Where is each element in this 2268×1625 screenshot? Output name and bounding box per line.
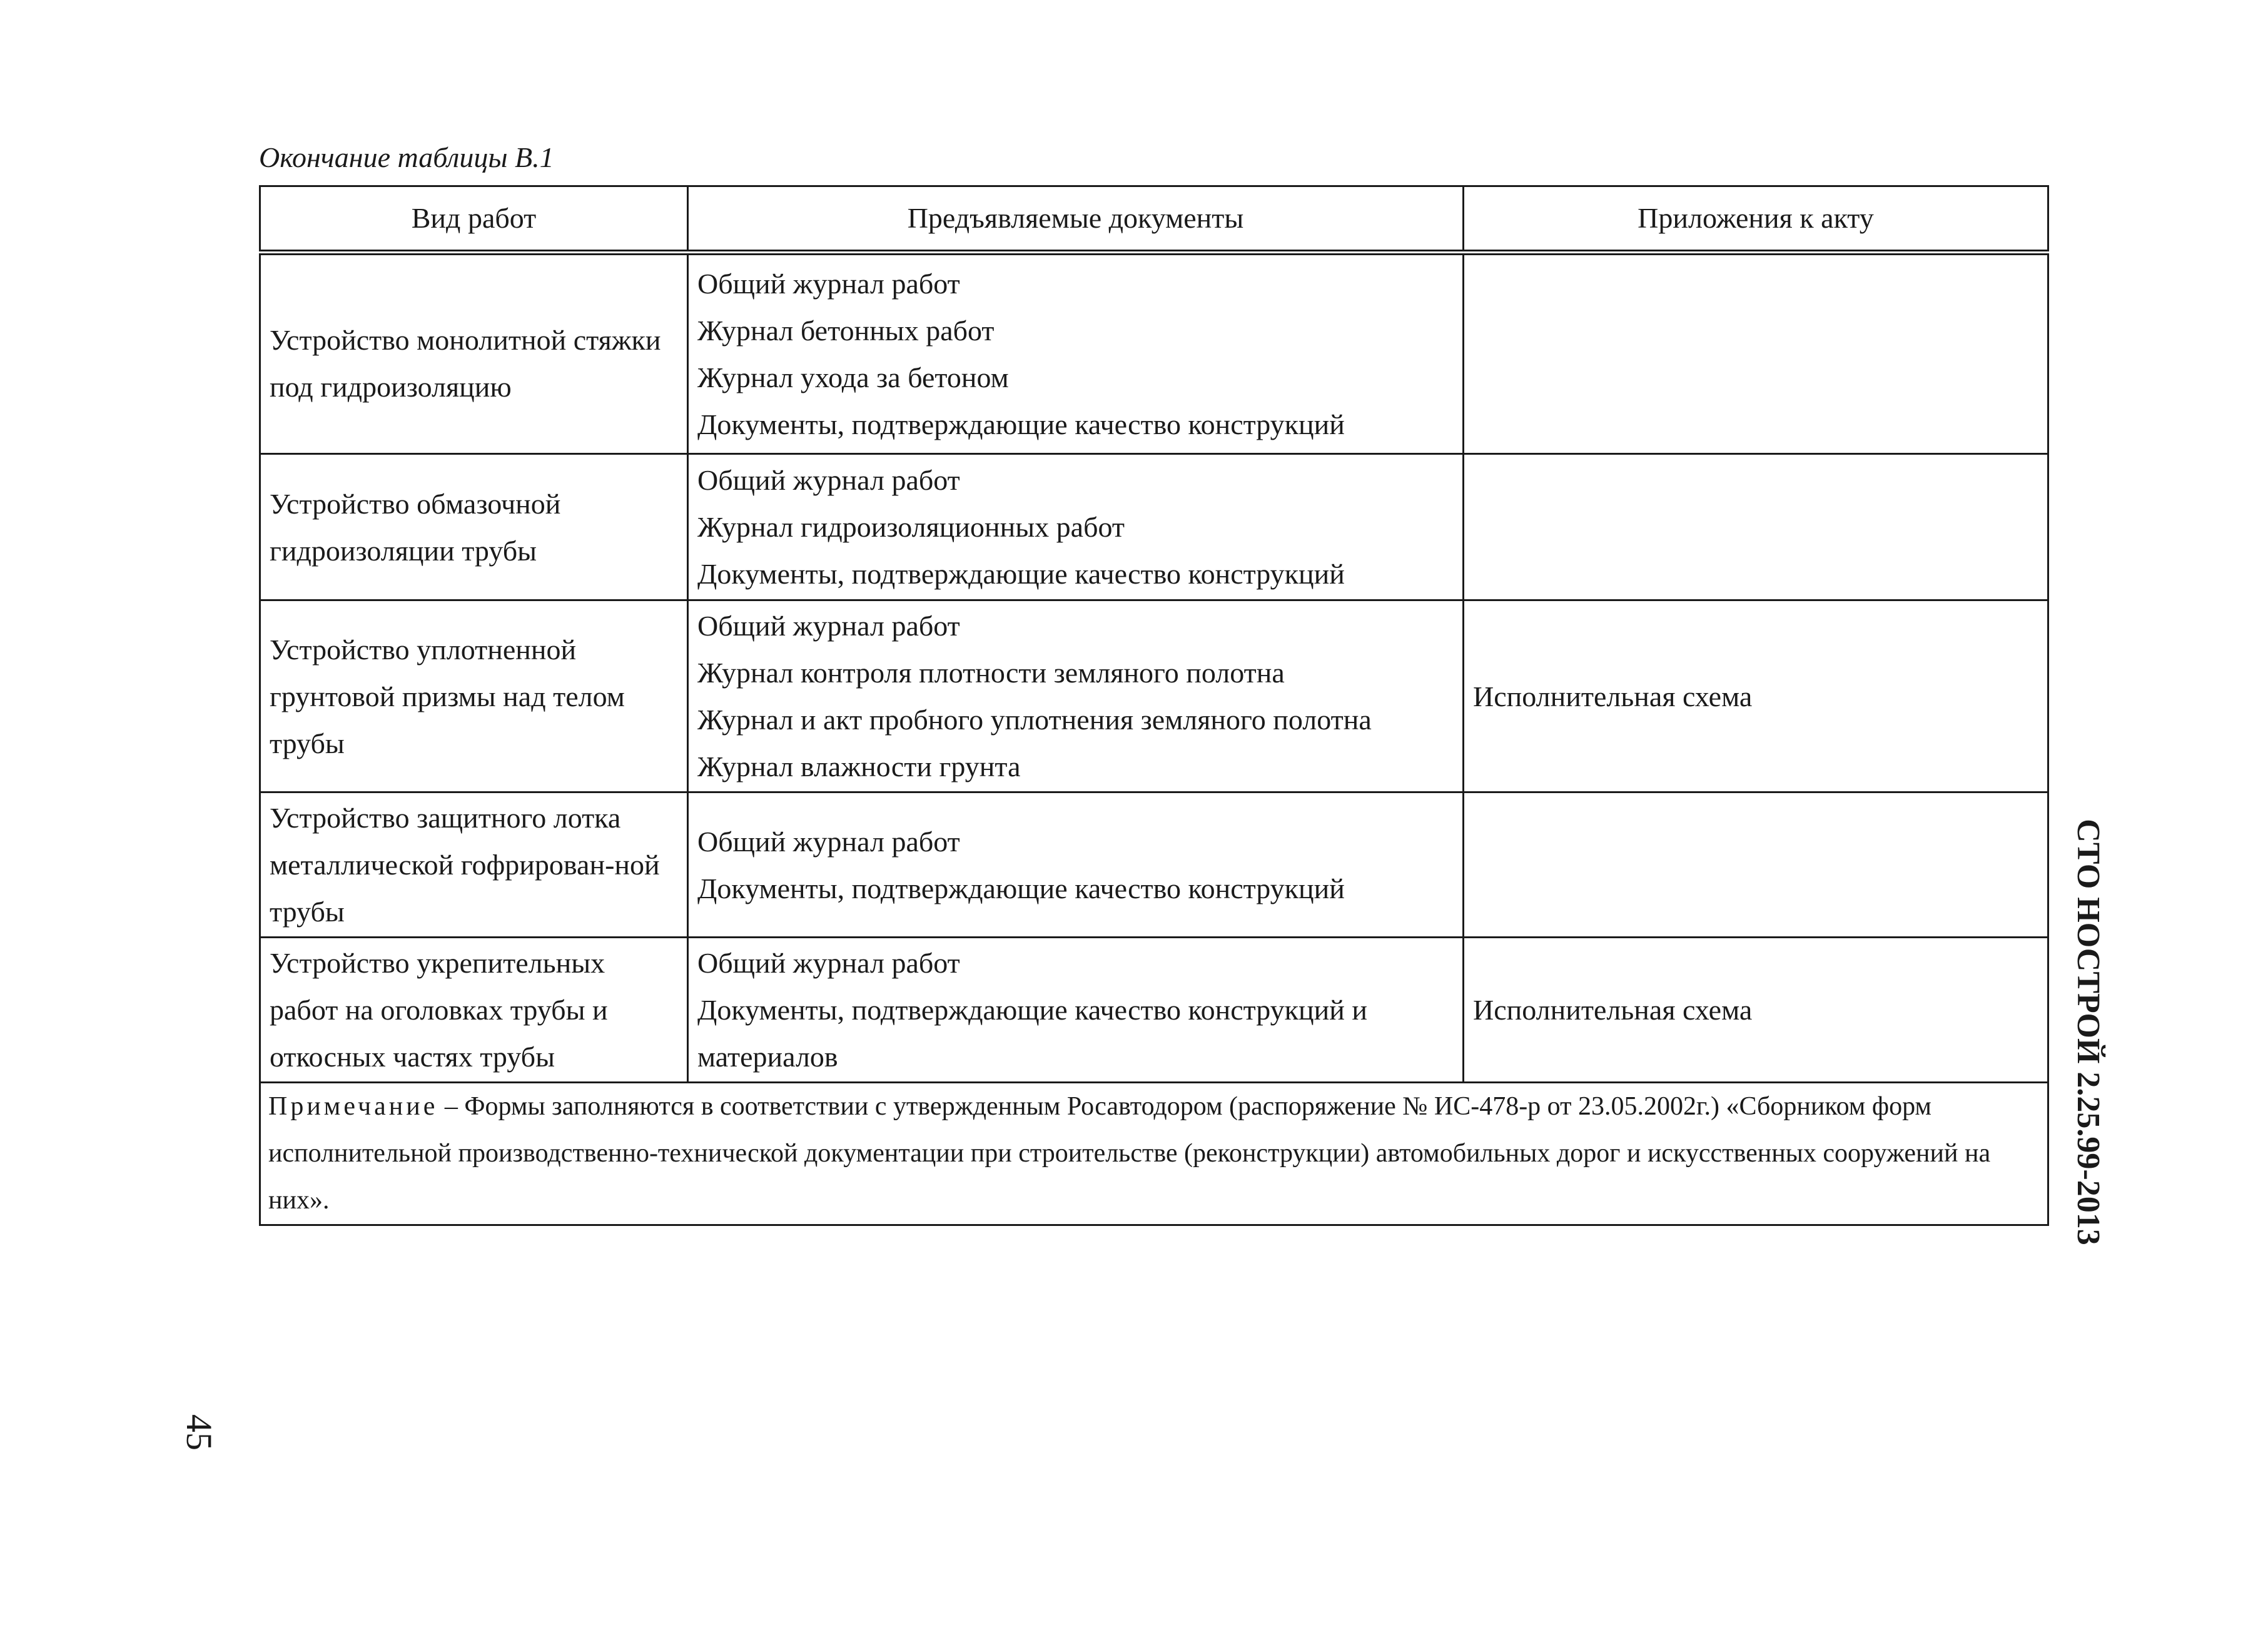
header-work-type: Вид работ <box>260 186 688 253</box>
documents-cell <box>688 792 1464 938</box>
document-item: Журнал влажности грунта <box>697 751 1021 782</box>
header-documents: Предъявляемые документы <box>688 186 1464 253</box>
page-number: 45 <box>179 1414 220 1450</box>
table-row <box>260 253 2048 454</box>
document-item: Общий журнал работ <box>697 947 960 979</box>
header-attachments: Приложения к акту <box>1464 186 2048 253</box>
document-code: СТО НОСТРОЙ 2.25.99-2013 <box>2070 819 2106 1245</box>
note-cell <box>260 1083 2048 1225</box>
table-header-row <box>260 186 2048 253</box>
document-item: Общий журнал работ <box>697 825 960 858</box>
note-label: Примечание <box>268 1092 438 1121</box>
document-item: Журнал и акт пробного уплотнения земляного полотна <box>697 704 1372 736</box>
work-type-cell: Устройство укрепительных работ на оголовках трубы и откосных частях трубы <box>260 938 688 1083</box>
table-row <box>260 792 2048 938</box>
attachment-cell <box>1464 792 2048 938</box>
works-table <box>259 185 2049 1226</box>
documents-cell <box>688 600 1464 792</box>
table-row <box>260 600 2048 792</box>
document-item: Общий журнал работ <box>697 464 960 496</box>
attachment-cell <box>1464 454 2048 600</box>
document-item: Журнал ухода за бетоном <box>697 362 1009 393</box>
document-item: Общий журнал работ <box>697 610 960 642</box>
table-row <box>260 454 2048 600</box>
work-type-cell: Устройство монолитной стяжки под гидроизоляцию <box>260 253 688 454</box>
document-item: Журнал бетонных работ <box>697 315 995 347</box>
note-text: – Формы заполняются в соответствии с утвержденным Росавтодором (распоряжение № ИС-478-р от 23.05.2002г.) «Сборником форм исполнительной производственно-технической документации при строительстве (реконструкции) автомобильных дорог и искусственных сооружений на них». <box>268 1092 1991 1215</box>
attachment-cell <box>1464 253 2048 454</box>
table-row <box>260 938 2048 1083</box>
table-caption: Окончание таблицы В.1 <box>259 141 554 173</box>
document-item: Документы, подтверждающие качество конструкций и материалов <box>697 994 1367 1073</box>
documents-cell <box>688 938 1464 1083</box>
attachment-cell: Исполнительная схема <box>1464 600 2048 792</box>
document-item: Документы, подтверждающие качество конструкций <box>697 558 1345 590</box>
document-item: Журнал гидроизоляционных работ <box>697 511 1125 543</box>
work-type-cell: Устройство защитного лотка металлической гофрирован-ной трубы <box>260 792 688 938</box>
document-item: Общий журнал работ <box>697 268 960 300</box>
work-type-cell: Устройство уплотненной грунтовой призмы над телом трубы <box>260 600 688 792</box>
document-item: Журнал контроля плотности земляного полотна <box>697 657 1285 689</box>
work-type-cell: Устройство обмазочной гидроизоляции трубы <box>260 454 688 600</box>
note-row <box>260 1083 2048 1225</box>
attachment-cell: Исполнительная схема <box>1464 938 2048 1083</box>
documents-cell <box>688 253 1464 454</box>
document-item: Документы, подтверждающие качество конструкций <box>697 872 1345 904</box>
documents-cell <box>688 454 1464 600</box>
document-item: Документы, подтверждающие качество конструкций <box>697 408 1345 440</box>
